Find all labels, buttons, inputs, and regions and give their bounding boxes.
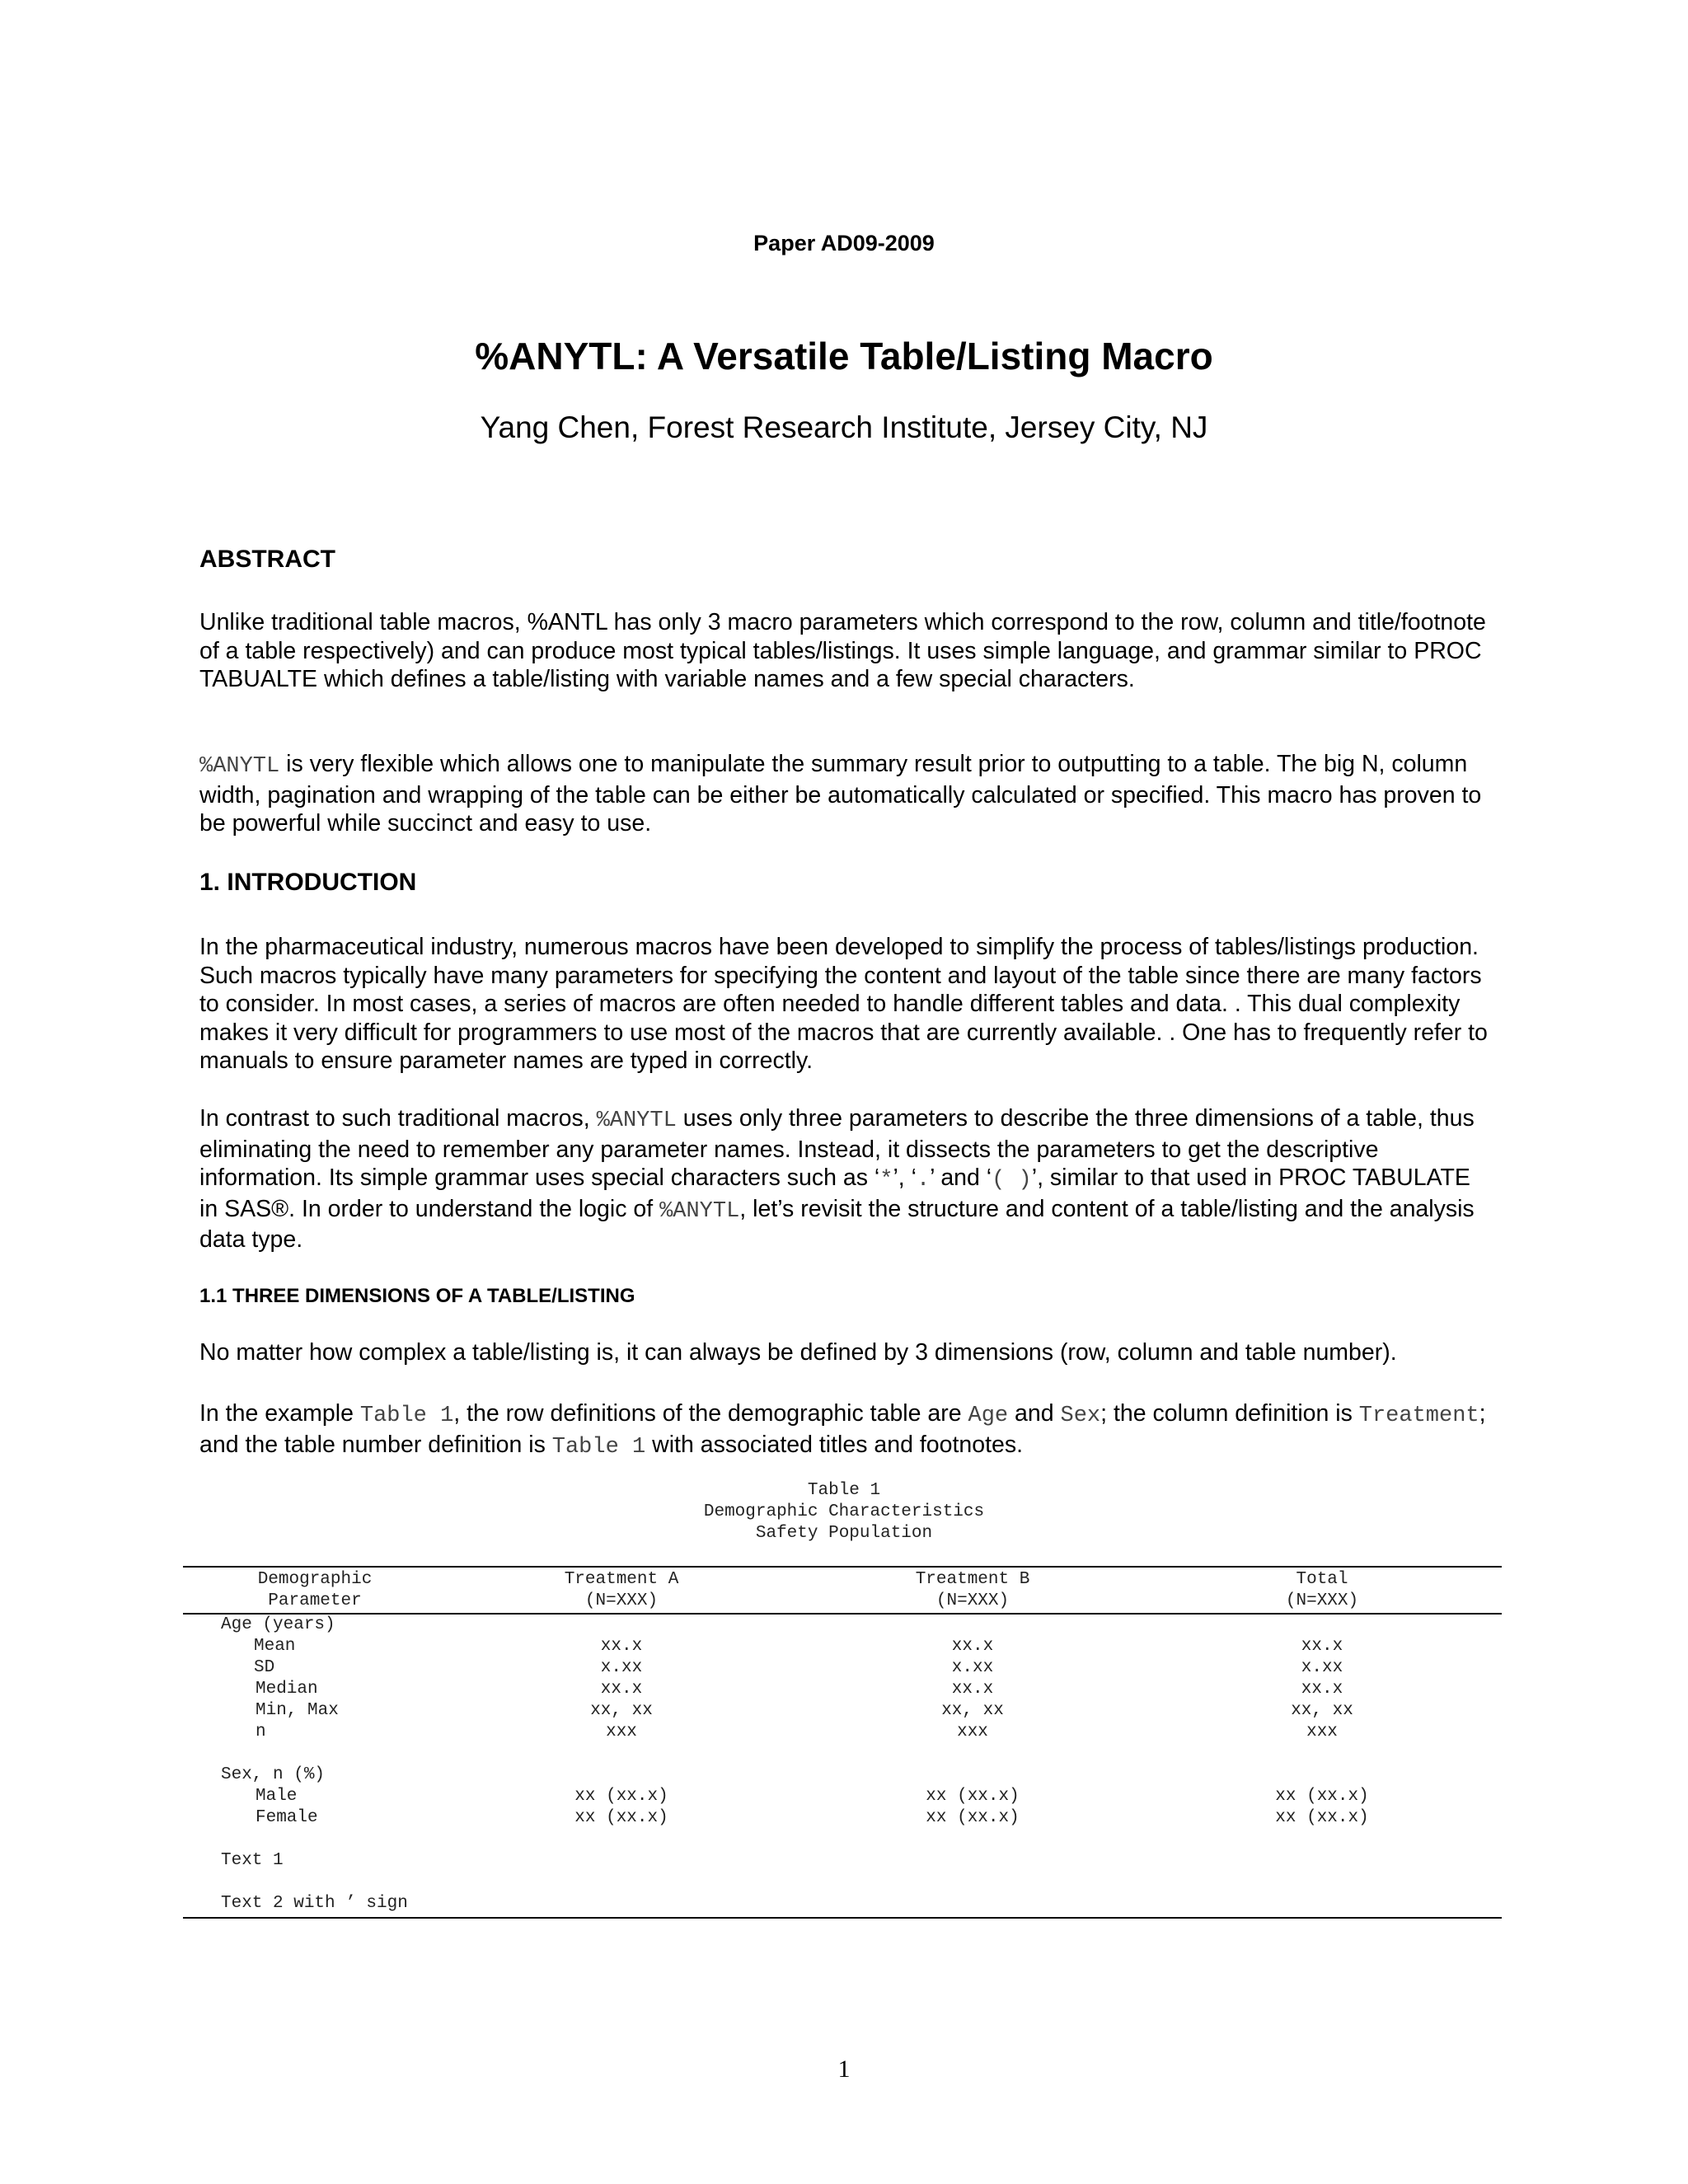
table-cell: xx, xx (941, 1701, 1004, 1720)
star-char-code: * (879, 1168, 893, 1193)
table-cell: xx.x (600, 1680, 643, 1699)
table-cell: x.xx (600, 1658, 643, 1677)
intro-p2-f: , let’s revisit the structure and content of a table/listing and the analysis data type. (199, 1195, 1475, 1253)
sub11-p2-e: ; and the table number definition is (199, 1400, 1486, 1458)
table-title-line: Table 1 (807, 1481, 881, 1500)
author-line: Yang Chen, Forest Research Institute, Jersey City, NJ (480, 410, 1208, 444)
sub11-p2-d: ; the column definition is (1100, 1400, 1359, 1427)
table-top-rule (183, 1566, 1502, 1568)
abstract-p2-text (199, 750, 1493, 838)
sex-var-code: Sex (1060, 1404, 1101, 1428)
sub11-p2-c: and (1008, 1400, 1061, 1427)
sub11-p2-text (199, 1399, 1493, 1461)
macro-name-code: %ANYTL (596, 1108, 677, 1133)
column-header: Total (1296, 1570, 1348, 1589)
sub11-p2-a: In the example (199, 1400, 360, 1427)
table-header-rule (183, 1613, 1502, 1615)
sub11-paragraph-2 (199, 1399, 1493, 1461)
abstract-paragraph-1 (199, 608, 1493, 694)
introduction-heading: 1. INTRODUCTION (199, 869, 417, 896)
column-header: (N=XXX) (935, 1591, 1010, 1610)
macro-name-code: %ANYTL (199, 754, 280, 779)
intro-p2-text (199, 1104, 1493, 1254)
paper-title: %ANYTL: A Versatile Table/Listing Macro (475, 335, 1213, 377)
table-group-label: Age (years) (221, 1615, 335, 1634)
table-row-label: Male (256, 1787, 298, 1806)
paper-id: Paper AD09-2009 (753, 231, 935, 255)
intro-p2-a: In contrast to such traditional macros, (199, 1105, 597, 1132)
table-cell: xx (xx.x) (574, 1787, 668, 1806)
page-number: 1 (837, 2055, 851, 2083)
table-cell: xx (xx.x) (926, 1808, 1020, 1827)
table-row-label: Min, Max (256, 1701, 339, 1720)
table-bottom-rule (183, 1917, 1502, 1919)
intro-paragraph-1 (199, 933, 1493, 1076)
table-cell: xx.x (951, 1637, 994, 1656)
intro-p2-c: ’, ‘ (893, 1165, 917, 1191)
table-cell: xxx (1306, 1722, 1338, 1741)
table-row-label: n (256, 1722, 266, 1741)
sub11-p2-f: with associated titles and footnotes. (645, 1431, 1024, 1458)
table-cell: xx (xx.x) (1275, 1787, 1369, 1806)
table-text-row: Text 1 (221, 1851, 284, 1870)
intro-p1-text: In the pharmaceutical industry, numerous macros have been developed to simplify the process of tables/listings production. Such macros typically have many parameters for specifying the content and layout of the table since there are many factors to consider. In most cases, a series of macros are often needed to handle different tables and data. . This dual complexity makes it very difficult for programmers to use most of the macros that are currently available. . One has to frequently refer to manuals to ensure parameter names are typed in correctly. (199, 934, 1488, 1074)
abstract-p2-body: is very flexible which allows one to manipulate the summary result prior to outputting to a table. The big N, column width, pagination and wrapping of the table can be either be automatically calculated or specified. This macro has proven to be powerful while succinct and easy to use. (199, 751, 1482, 837)
table-cell: xx, xx (1291, 1701, 1353, 1720)
table-cell: xx (xx.x) (574, 1808, 668, 1827)
dot-char-code: . (916, 1168, 931, 1193)
subsection-1-1-heading: 1.1 THREE DIMENSIONS OF A TABLE/LISTING (199, 1285, 635, 1307)
table-cell: x.xx (1301, 1658, 1343, 1677)
table-text-row: Text 2 with ’ sign (221, 1894, 408, 1913)
table-title-line: Safety Population (755, 1524, 933, 1543)
abstract-p1-text: Unlike traditional table macros, %ANTL has only 3 macro parameters which correspond to the row, column and title/footnote of a table respectively) and can produce most typical tables/listings. It uses simple language, and grammar similar to PROC TABUALTE which defines a table/listing with variable names and a few special characters. (199, 609, 1486, 692)
table-row-label: Median (256, 1680, 318, 1699)
column-header: (N=XXX) (1285, 1591, 1359, 1610)
abstract-heading: ABSTRACT (199, 546, 335, 573)
table-cell: xx.x (600, 1637, 643, 1656)
table-cell: xx (xx.x) (1275, 1808, 1369, 1827)
table-cell: xx (xx.x) (926, 1787, 1020, 1806)
table-row-label: Mean (254, 1637, 296, 1656)
table-ref-code: Table 1 (551, 1434, 646, 1460)
paren-char-code: ( ) (992, 1168, 1032, 1193)
table-cell: xxx (606, 1722, 637, 1741)
table-ref-code: Table 1 (359, 1404, 454, 1428)
column-header: Parameter (268, 1591, 362, 1610)
sub11-p2-b: , the row definitions of the demographic table are (453, 1400, 968, 1427)
sub11-paragraph-1 (199, 1338, 1493, 1367)
table-cell: xxx (957, 1722, 988, 1741)
table-cell: xx.x (1301, 1680, 1343, 1699)
intro-p2-b: uses only three parameters to describe the three dimensions of a table, thus eliminating the need to remember any parameter names. Instead, it dissects the parameters to get the descriptive information. Its simple grammar uses special characters such as ‘ (199, 1105, 1475, 1191)
table-cell: xx.x (951, 1680, 994, 1699)
table-cell: xx, xx (590, 1701, 653, 1720)
intro-p2-d: ’ and ‘ (930, 1165, 992, 1191)
table-row-label: SD (254, 1658, 275, 1677)
treatment-var-code: Treatment (1358, 1404, 1479, 1428)
column-header: Treatment A (564, 1570, 679, 1589)
table-group-label: Sex, n (%) (221, 1765, 326, 1784)
column-header: Demographic (257, 1570, 373, 1589)
table-cell: x.xx (951, 1658, 994, 1677)
intro-p2-e: ’, similar to that used in PROC TABULATE in SAS®. In order to understand the logic of (199, 1165, 1470, 1222)
age-var-code: Age (968, 1404, 1009, 1428)
table-title-line: Demographic Characteristics (703, 1502, 985, 1521)
abstract-paragraph-2 (199, 750, 1493, 838)
column-header: Treatment B (915, 1570, 1030, 1589)
macro-name-code: %ANYTL (659, 1198, 740, 1224)
table-cell: xx.x (1301, 1637, 1343, 1656)
intro-paragraph-2 (199, 1104, 1493, 1254)
table-row-label: Female (256, 1808, 318, 1827)
column-header: (N=XXX) (584, 1591, 659, 1610)
sub11-p1-text: No matter how complex a table/listing is, it can always be defined by 3 dimensions (row, column and table number). (199, 1339, 1397, 1366)
